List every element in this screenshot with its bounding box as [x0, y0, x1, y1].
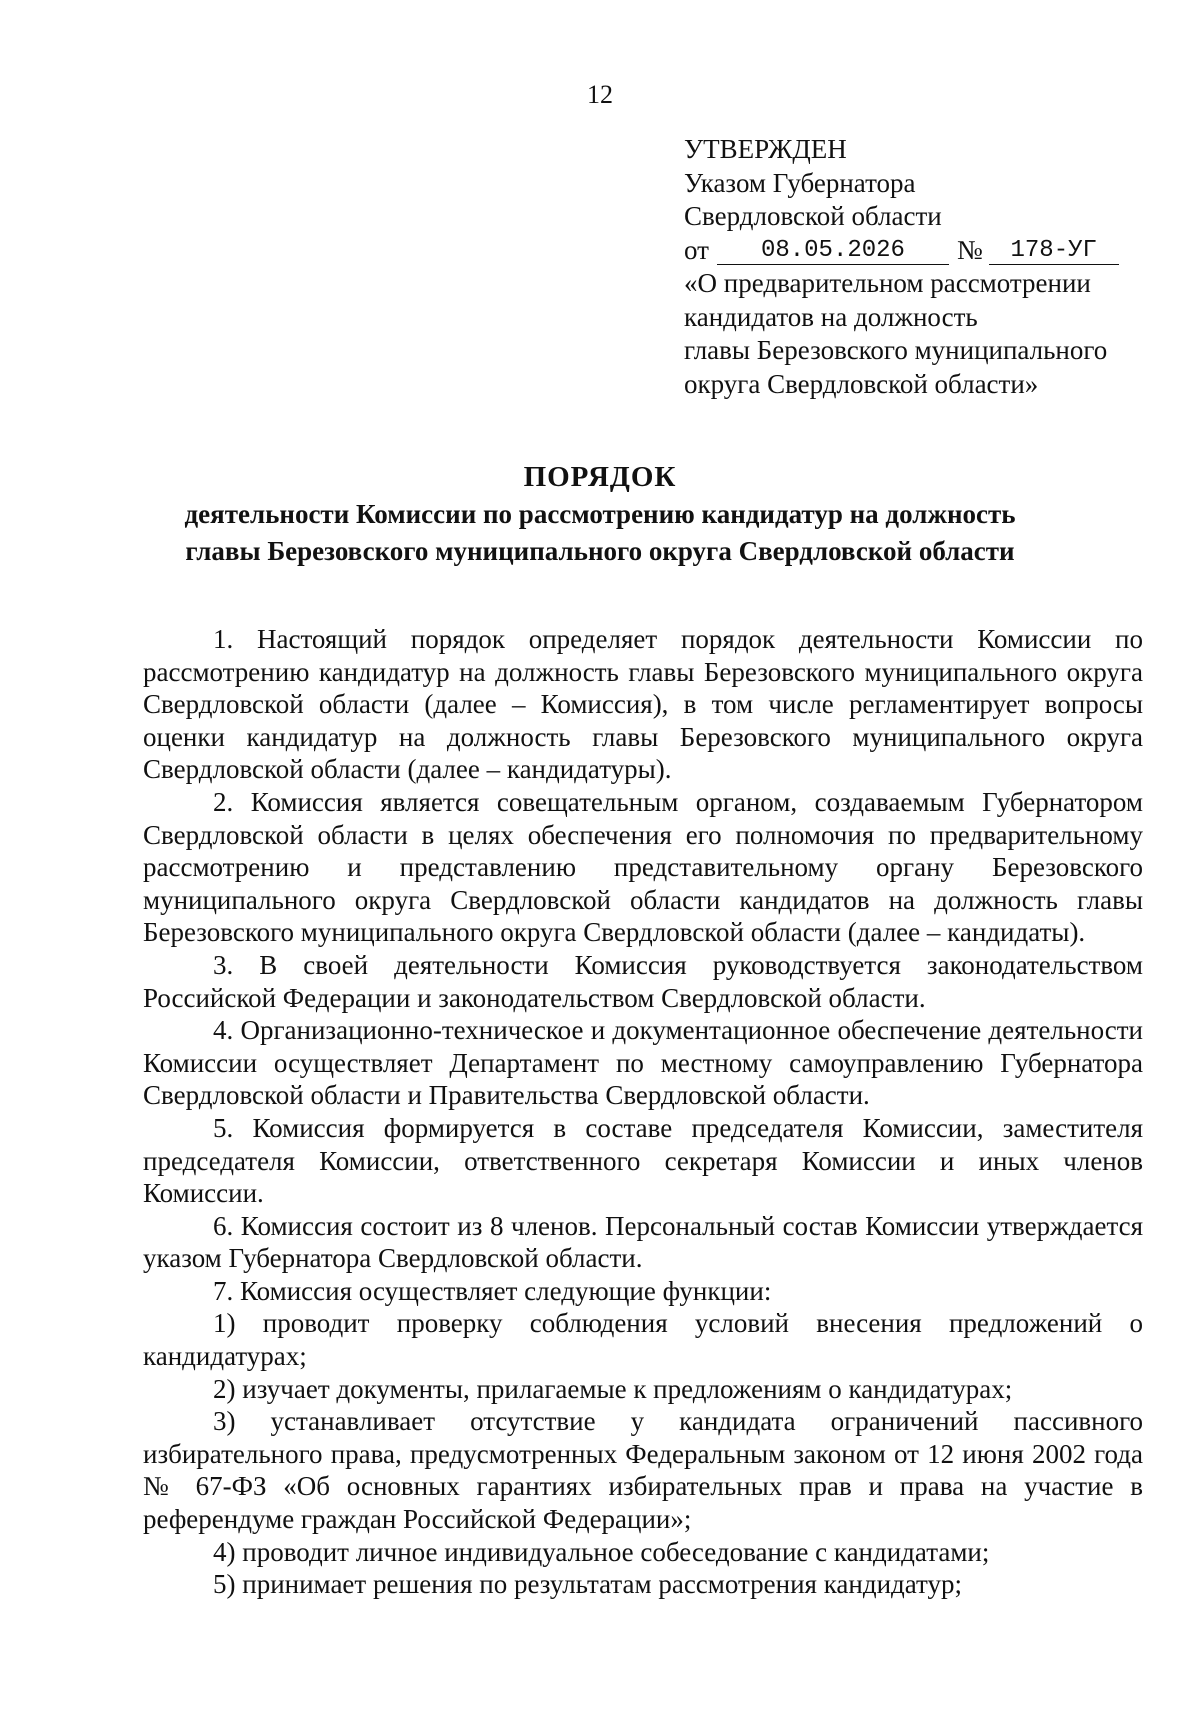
number-label: № [956, 234, 983, 265]
approval-line: Свердловской области [684, 201, 942, 231]
list-item: 1) проводит проверку соблюдения условий внесения предложений о кандидатурах; [143, 1308, 1143, 1372]
list-item: 5) принимает решения по результатам рассмотрения кандидатур; [213, 1569, 962, 1600]
approval-stamp-block [684, 133, 1154, 401]
list-item: 2) изучает документы, прилагаемые к предложениям о кандидатурах; [213, 1373, 1013, 1404]
document-title: ПОРЯДОК [523, 461, 677, 493]
paragraph: 5. Комиссия формируется в составе председателя Комиссии, заместителя председателя Комиссии, ответственного секретаря Комиссии и иных членов Комиссии. [143, 1112, 1143, 1209]
paragraph: 4. Организационно-техническое и документационное обеспечение деятельности Комиссии осуществляет Департамент по местному самоуправлению Губернатора Свердловской области и Правительства Свердловской области. [143, 1015, 1143, 1111]
paragraph: 7. Комиссия осуществляет следующие функции: [213, 1275, 772, 1306]
approval-line: Указом Губернатора [684, 167, 916, 198]
paragraph: 3. В своей деятельности Комиссия руководствуется законодательством Российской Федерации и законодательством Свердловской области. [143, 949, 1143, 1013]
decree-number: 178-УГ [989, 238, 1119, 265]
decree-date: 08.05.2026 [717, 238, 949, 265]
list-item: 4) проводит личное индивидуальное собеседование с кандидатами; [213, 1536, 990, 1567]
paragraph: 2. Комиссия является совещательным органом, создаваемым Губернатором Свердловской области в целях обеспечения его полномочия по предварительному рассмотрению и представлению представительному органу Березовского муниципального округа Свердловской области кандидатов на должность главы Березовского муниципального округа Свердловской области (далее – кандидаты). [143, 786, 1143, 948]
paragraph: 6. Комиссия состоит из 8 членов. Персональный состав Комиссии утверждается указом Губернатора Свердловской области. [143, 1210, 1143, 1274]
approval-line: главы Березовского муниципального [684, 335, 1108, 365]
approval-line: кандидатов на должность [684, 301, 978, 332]
approval-date-number-line [684, 234, 1154, 268]
document-subtitle-line: деятельности Комиссии по рассмотрению кандидатур на должность [184, 499, 1016, 529]
page-number: 12 [587, 80, 613, 109]
document-title-block [0, 460, 1200, 568]
approval-line: округа Свердловской области» [684, 368, 1039, 399]
approval-line: «О предварительном рассмотрении [684, 268, 1091, 298]
list-item: 3) устанавливает отсутствие у кандидата ограничений пассивного избирательного права, предусмотренных Федеральным законом от 12 июня 2002 года № 67-ФЗ «Об основных гарантиях избирательных прав и права на участие в референдуме граждан Российской Федерации»; [143, 1406, 1143, 1535]
document-subtitle-line: главы Березовского муниципального округа Свердловской области [185, 536, 1015, 566]
approval-heading: УТВЕРЖДЕН [684, 134, 847, 164]
from-label: от [684, 234, 709, 265]
document-body [143, 623, 1143, 1601]
paragraph: 1. Настоящий порядок определяет порядок деятельности Комиссии по рассмотрению кандидатур на должность главы Березовского муниципального округа Свердловской области (далее – Комиссия), в том числе регламентирует вопросы оценки кандидатур на должность главы Березовского муниципального округа Свердловской области (далее – кандидатуры). [143, 624, 1143, 785]
